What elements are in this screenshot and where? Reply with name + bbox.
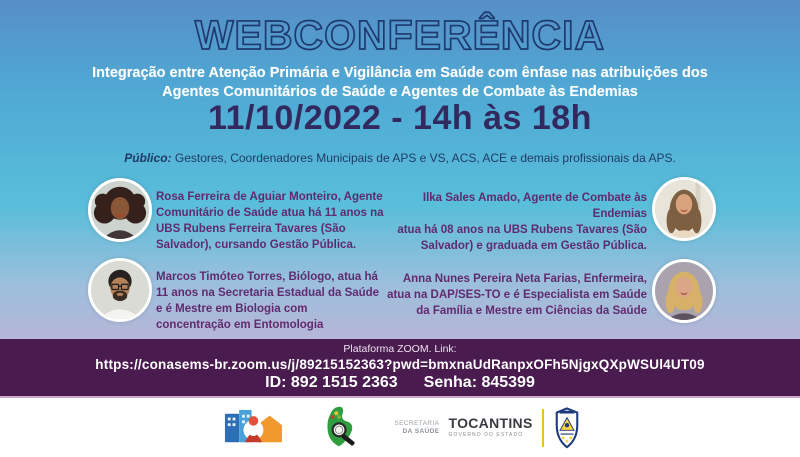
bio-line: Rosa Ferreira de Aguiar Monteiro, Agente — [156, 191, 383, 203]
zoom-platform-label: Plataforma ZOOM. Link: — [343, 343, 457, 355]
bio-line: atua na DAP/SES-TO e é Especialista em Saúde — [387, 289, 647, 301]
audience-line — [0, 151, 800, 165]
zoom-info-bar — [0, 339, 800, 398]
audience-label: Público: — [124, 151, 172, 165]
bio-line: 11 anos na Secretaria Estadual da Saúde — [156, 287, 380, 299]
speaker-photo-ilka — [652, 177, 716, 241]
bio-line: e é Mestre em Biologia com — [156, 303, 308, 315]
event-subtitle — [0, 64, 800, 102]
speaker-bio-rosa — [156, 189, 386, 253]
woman-blonde-hair-portrait — [655, 262, 713, 320]
woman-dark-curly-hair-portrait — [91, 181, 149, 239]
bio-line: da Família e Mestre em Ciências da Saúde — [416, 305, 647, 317]
speaker-photo-rosa — [88, 178, 152, 242]
tocantins-endemias-logo — [316, 405, 364, 451]
zoom-password: Senha: 845399 — [423, 374, 535, 391]
tocantins-name: TOCANTINS — [448, 415, 533, 431]
bio-line: Anna Nunes Pereira Neta Farias, Enfermeira, — [402, 273, 647, 285]
page-title: WEBCONFERÊNCIA — [194, 12, 606, 58]
zoom-meeting-link: https://conasems-br.zoom.us/j/89215152363?pwd=bmxnaUdRanpxOFh5NjgxQXpWSUl4UT09 — [95, 357, 705, 372]
woman-long-brown-hair-portrait — [655, 180, 713, 238]
zoom-meeting-id: ID: 892 1515 2363 — [265, 374, 398, 391]
footer-logos-bar — [0, 398, 800, 457]
yellow-divider — [542, 409, 544, 447]
speaker-photo-anna — [652, 259, 716, 323]
event-datetime: 11/10/2022 - 14h às 18h — [208, 99, 592, 137]
bio-line: Salvador), cursando Gestão Pública. — [156, 239, 357, 251]
subtitle-line-1: Integração entre Atenção Primária e Vigilância em Saúde com ênfase nas atribuições dos — [92, 65, 708, 81]
tocantins-governo-wordmark — [448, 417, 532, 438]
bio-line: Comunitário de Saúde atua há 11 anos na — [156, 207, 384, 219]
man-glasses-beard-portrait — [91, 261, 149, 319]
aps-community-logo — [219, 409, 286, 447]
speaker-photo-marcos — [88, 258, 152, 322]
tocantins-coat-of-arms — [553, 406, 581, 450]
subtitle-line-2: Agentes Comunitários de Saúde e Agentes de Combate às Endemias — [162, 84, 638, 100]
speaker-bio-marcos — [156, 269, 386, 333]
audience-text: Gestores, Coordenadores Municipais de APS e VS, ACS, ACE e demais profissionais da APS. — [171, 151, 676, 165]
secretaria-line-2: DA SAÚDE — [402, 427, 440, 435]
governo-do-estado-label: GOVERNO DO ESTADO — [448, 432, 524, 438]
government-branding-group — [394, 406, 580, 450]
bio-line: Salvador) e graduada em Gestão Pública. — [420, 240, 647, 252]
bio-line: Ilka Sales Amado, Agente de Combate às Endemias — [422, 192, 647, 220]
bio-line: atua há 08 anos na UBS Rubens Tavares (São — [397, 224, 647, 236]
speaker-bio-anna — [385, 271, 647, 319]
bio-line: Marcos Timóteo Torres, Biólogo, atua há — [156, 271, 378, 283]
speaker-bio-ilka — [385, 190, 647, 254]
secretaria-line-1: SECRETARIA — [394, 419, 440, 427]
zoom-credentials — [265, 374, 535, 392]
bio-line: concentração em Entomologia — [156, 319, 324, 331]
bio-line: UBS Rubens Ferreira Tavares (São — [156, 223, 346, 235]
secretaria-da-saude-wordmark — [394, 420, 439, 436]
